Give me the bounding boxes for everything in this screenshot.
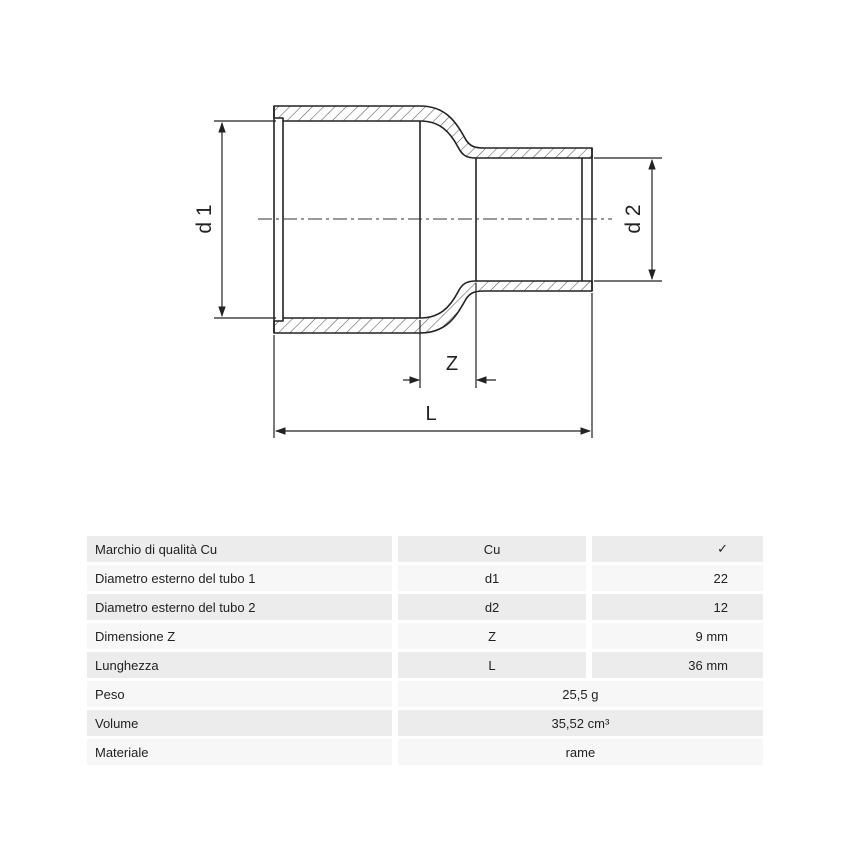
- row-label: Diametro esterno del tubo 1: [87, 565, 392, 591]
- bottom-wall: [274, 281, 592, 333]
- table-row: [87, 681, 763, 707]
- row-value: 9 mm: [592, 623, 763, 649]
- row-value: 35,52 cm³: [398, 710, 763, 736]
- row-label: Materiale: [87, 739, 392, 765]
- top-wall: [274, 106, 592, 158]
- d2-label: d 2: [622, 204, 645, 234]
- row-symbol: L: [398, 652, 587, 678]
- z-label: Z: [445, 353, 459, 375]
- row-symbol: d1: [398, 565, 587, 591]
- row-label: Lunghezza: [87, 652, 392, 678]
- row-value: 12: [592, 594, 763, 620]
- row-label: Diametro esterno del tubo 2: [87, 594, 392, 620]
- row-label: Marchio di qualità Cu: [87, 536, 392, 562]
- row-value: 25,5 g: [398, 681, 763, 707]
- specifications-table: [87, 533, 763, 768]
- row-label: Peso: [87, 681, 392, 707]
- row-label: Volume: [87, 710, 392, 736]
- row-value: 22: [592, 565, 763, 591]
- table-row: [87, 739, 763, 765]
- table-row: [87, 565, 763, 591]
- table-row: [87, 594, 763, 620]
- row-value: ✓: [592, 536, 763, 562]
- row-symbol: Cu: [398, 536, 587, 562]
- table-row: [87, 536, 763, 562]
- row-value: rame: [398, 739, 763, 765]
- row-symbol: Z: [398, 623, 587, 649]
- table-row: [87, 652, 763, 678]
- row-label: Dimensione Z: [87, 623, 392, 649]
- d1-label: d 1: [193, 204, 216, 234]
- table-row: [87, 710, 763, 736]
- row-value: 36 mm: [592, 652, 763, 678]
- row-symbol: d2: [398, 594, 587, 620]
- table-row: [87, 623, 763, 649]
- l-label: L: [425, 403, 437, 425]
